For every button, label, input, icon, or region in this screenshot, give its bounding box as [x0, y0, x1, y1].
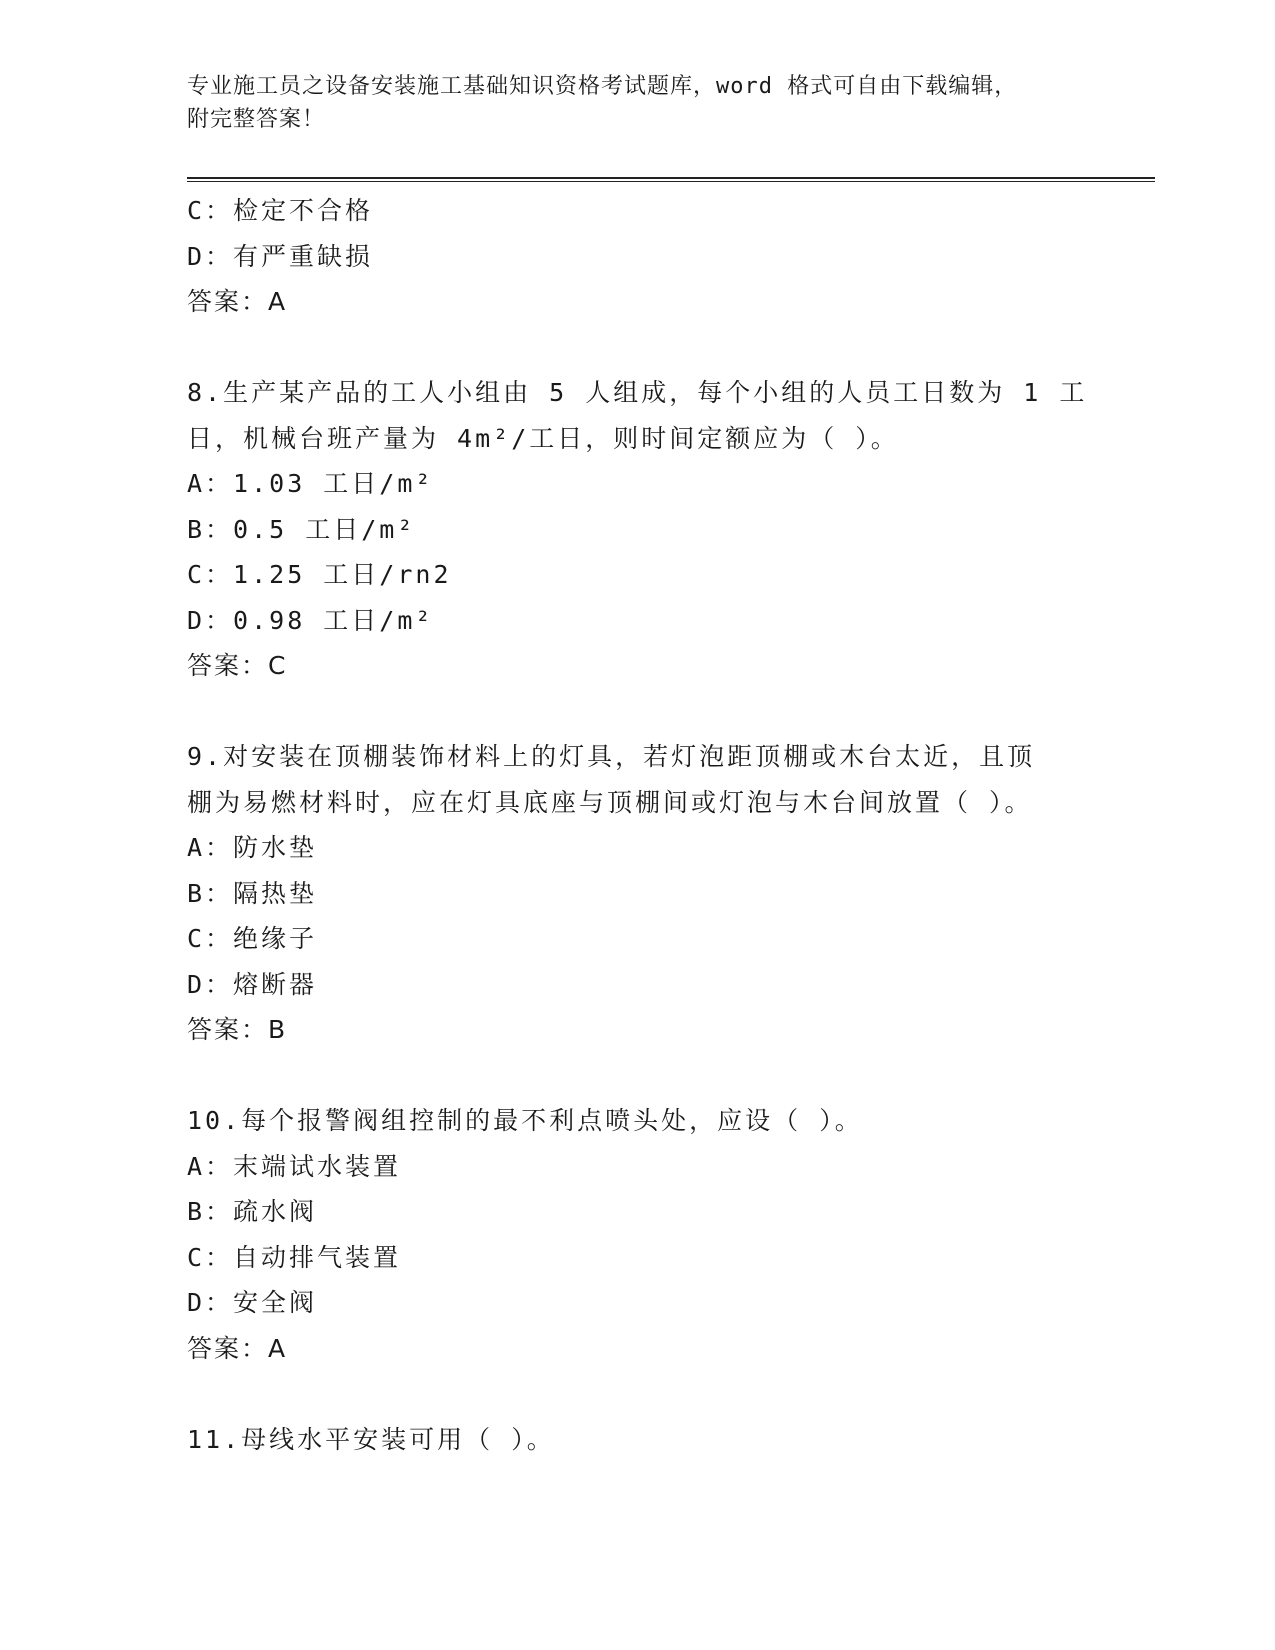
document-body: [187, 188, 1087, 1462]
question-stem: 11.母线水平安装可用（ ）。: [187, 1424, 555, 1454]
question-stem: 9.对安装在顶棚装饰材料上的灯具，若灯泡距顶棚或木台太近，且顶: [187, 742, 1036, 771]
option-d: D：安全阀: [187, 1288, 318, 1317]
question-stem: 日，机械台班产量为 4m²/工日，则时间定额应为（ ）。: [187, 423, 899, 453]
question-10: [187, 1098, 1087, 1371]
question-stem: 棚为易燃材料时，应在灯具底座与顶棚间或灯泡与木台间放置（ ）。: [187, 787, 1033, 817]
question-stem: 8.生产某产品的工人小组由 5 人组成，每个小组的人员工日数为 1 工: [187, 378, 1088, 407]
option-d: D：0.98 工日/m²: [187, 605, 434, 635]
question-9: [187, 734, 1087, 1053]
option-d: D：熔断器: [187, 969, 318, 999]
option-b: B：隔热垫: [187, 878, 318, 908]
answer-line: 答案：A: [187, 287, 288, 316]
question-7-tail: [187, 188, 1087, 325]
option-b: B：0.5 工日/m²: [187, 514, 416, 544]
option-d: D：有严重缺损: [187, 241, 374, 271]
header-title-line: 附完整答案！: [187, 107, 326, 132]
option-c: C：1.25 工日/rn2: [187, 560, 452, 589]
answer-line: 答案：C: [187, 651, 288, 680]
option-c: C：绝缘子: [187, 924, 318, 953]
option-a: A：1.03 工日/m²: [187, 469, 434, 498]
answer-line: 答案：B: [187, 1015, 288, 1044]
answer-line: 答案：A: [187, 1333, 288, 1363]
question-11: [187, 1417, 1087, 1463]
spacer: [187, 1371, 1087, 1417]
question-stem: 10.每个报警阀组控制的最不利点喷头处，应设（ ）。: [187, 1106, 863, 1135]
spacer: [187, 1053, 1087, 1099]
header-divider: [187, 177, 1155, 182]
header-title-line: 专业施工员之设备安装施工基础知识资格考试题库，word 格式可自由下载编辑，: [187, 74, 1018, 99]
question-8: [187, 370, 1087, 689]
option-b: B：疏水阀: [187, 1197, 318, 1226]
option-c: C：检定不合格: [187, 196, 374, 225]
option-a: A：末端试水装置: [187, 1151, 402, 1181]
document-header: [187, 70, 1077, 136]
option-a: A：防水垫: [187, 833, 318, 862]
spacer: [187, 325, 1087, 371]
option-c: C：自动排气装置: [187, 1242, 402, 1272]
spacer: [187, 689, 1087, 735]
